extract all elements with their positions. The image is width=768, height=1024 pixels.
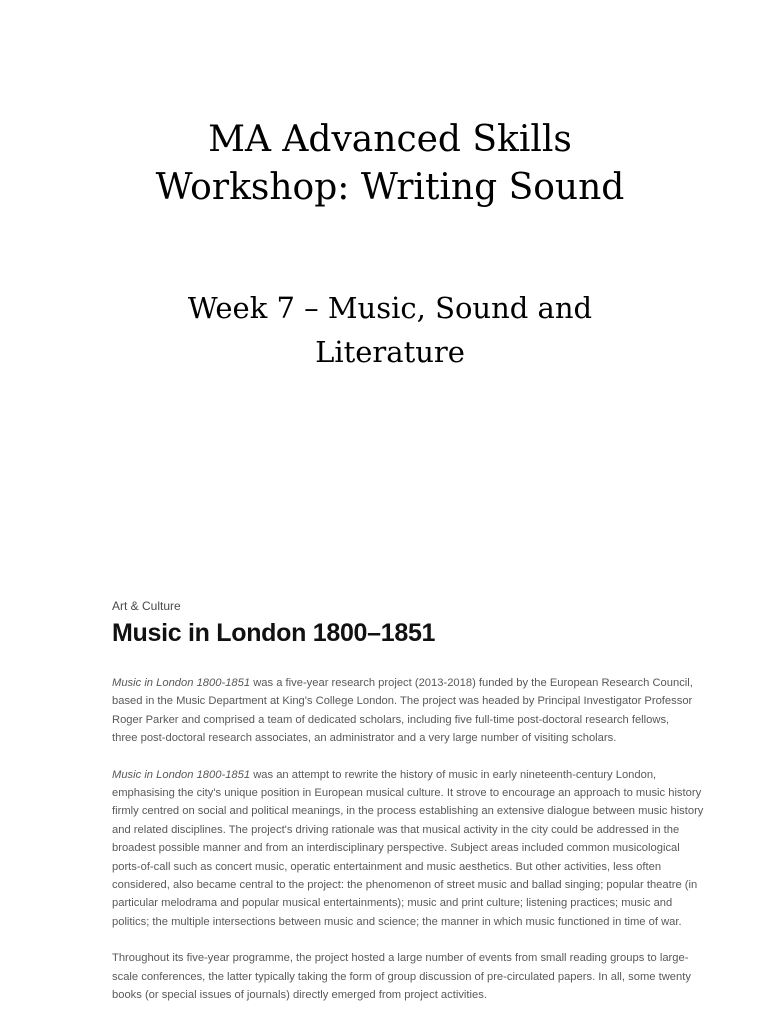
paragraph-line: emphasising the city's unique position in European musical culture. It strove to encourage an approach to music history [112, 787, 702, 800]
week-subtitle [0, 286, 768, 374]
paragraph-line: politics; the multiple intersections between music and science; the manner in which music functioned in time of war. [112, 915, 682, 928]
article-excerpt [112, 598, 704, 1023]
article-category: Art & Culture [112, 599, 181, 613]
paragraph-line: particular melodrama and popular musical entertainments); music and print culture; listening practices; music and [112, 897, 673, 910]
subtitle-line: Week 7 – Music, Sound and [187, 291, 593, 325]
paragraph-line: broadest possible manner and from an interdisciplinary perspective. Subject areas included common musicological [112, 842, 680, 855]
paragraph-line: three post-doctoral research associates, an administrator and a very large number of visiting scholars. [112, 732, 617, 745]
paragraph-line: books (or special issues of journals) directly emerged from project activities. [112, 989, 487, 1002]
paragraph-line: scale conferences, the latter typically taking the form of group discussion of pre-circulated papers. In all, some twenty [112, 970, 691, 983]
title-line: MA Advanced Skills [208, 119, 572, 160]
project-name-italic: Music in London 1800-1851 [112, 677, 251, 689]
paragraph-line [112, 766, 682, 784]
article-paragraph-3 [112, 949, 691, 1004]
project-name-italic: Music in London 1800-1851 [112, 768, 251, 781]
article-paragraph-2 [112, 766, 704, 932]
paragraph-line: based in the Music Department at King's College London. The project was headed by Principal Investigator Professor [112, 695, 693, 708]
document-title [0, 116, 768, 212]
subtitle-line: Literature [315, 335, 465, 369]
paragraph-text: was an attempt to rewrite the history of music in early nineteenth-century London, [250, 768, 657, 781]
title-line: Workshop: Writing Sound [155, 167, 625, 208]
paragraph-line: Roger Parker and comprised a team of dedicated scholars, including five full-time post-doctoral research fellows, [112, 713, 670, 726]
paragraph-text: was a five-year research project (2013-2018) funded by the European Research Council, [250, 677, 693, 689]
article-title: Music in London 1800–1851 [112, 619, 436, 647]
paragraph-line: firmly centred on social and political meanings, in the process establishing an extensive dialogue between music history [112, 805, 704, 818]
paragraph-line: and related disciplines. The project's driving rationale was that musical activity in the city could be addressed in the [112, 823, 680, 836]
paragraph-line: Throughout its five-year programme, the project hosted a large number of events from small reading groups to large- [112, 952, 689, 965]
paragraph-line: considered, also became central to the project: the phenomenon of street music and ballad singing; popular theatre (in [112, 879, 698, 892]
paragraph-line: ports-of-call such as concert music, operatic entertainment and music aesthetics. But other activities, less often [112, 860, 662, 873]
article-paragraph-1 [112, 674, 693, 748]
paragraph-line [112, 674, 693, 692]
